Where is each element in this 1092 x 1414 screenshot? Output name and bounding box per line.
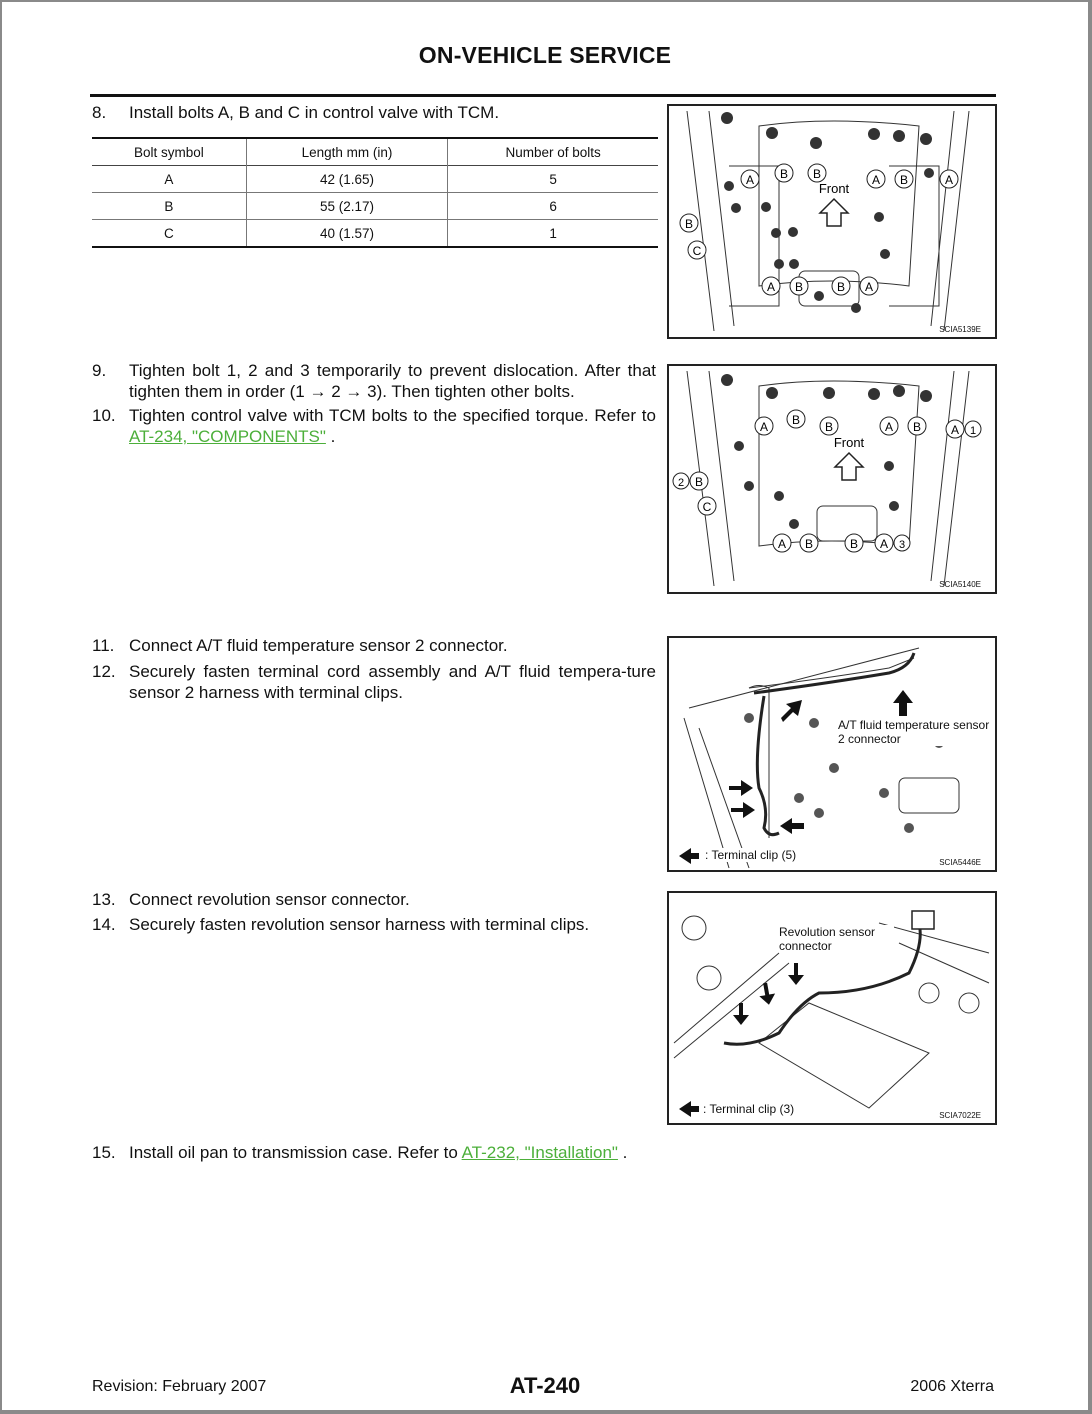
column-header: Number of bolts [448,138,658,166]
length-cell: 55 (2.17) [246,193,447,220]
page-title: ON-VEHICLE SERVICE [418,42,672,68]
step-13 [92,889,658,911]
svg-text:B: B [791,413,801,427]
header-rule [90,94,996,97]
count-cell: 5 [448,166,658,193]
step-8 [92,102,658,124]
step-10 [92,405,658,449]
step-number: 12. [92,662,116,681]
step-number: 15. [92,1143,116,1162]
svg-text:B: B [684,217,694,231]
page-number: AT-240 [509,1373,581,1398]
svg-text:A: A [944,173,954,187]
figure-code: SCIA5139E [939,325,981,334]
step-14 [92,914,658,936]
step-9 [92,360,658,404]
svg-text:A: A [864,280,874,294]
revision-date: Revision: February 2007 [92,1378,267,1395]
figure-fluid-temp-sensor [667,636,997,872]
step-text-part: . [617,1143,628,1162]
svg-text:3: 3 [898,539,906,551]
control-valve-diagram [669,106,995,337]
svg-text:B: B [836,280,846,294]
svg-text:1: 1 [969,425,977,437]
svg-text:B: B [812,167,822,181]
step-11 [92,635,658,657]
bolt-table [92,137,658,248]
step-text [129,1142,789,1163]
length-cell: 42 (1.65) [246,166,447,193]
figure-tightening-order [667,364,997,594]
length-cell: 40 (1.57) [246,220,447,248]
svg-text:B: B [899,173,909,187]
figure-code: SCIA5446E [939,858,981,867]
column-header: Length mm (in) [246,138,447,166]
reference-link-at-232[interactable]: AT-232, "Installation" [461,1143,618,1162]
reference-link-at-234[interactable]: AT-234, "COMPONENTS" [129,427,326,446]
step-number: 13. [92,890,116,909]
figure-code: SCIA5140E [939,580,981,589]
step-number: 10. [92,406,116,425]
svg-text:B: B [804,537,814,551]
step-number: 8. [92,103,107,122]
step-text: Tighten bolt 1, 2 and 3 temporarily to prevent dislocation. After that tighten them in order (1 → 2 → 3). Then tighten other bolts. [129,361,656,401]
figure-revolution-sensor [667,891,997,1125]
manual-page [2,2,1088,1410]
step-12 [92,661,658,705]
column-header: Bolt symbol [133,144,204,160]
tightening-order-diagram [669,366,995,592]
bolt-symbol-cell: B [164,198,174,214]
sensor-callout-label: A/T fluid temperature sensor 2 connector [838,718,995,746]
svg-text:B: B [849,537,859,551]
vehicle-model: 2006 Xterra [910,1378,994,1395]
svg-text:A: A [777,537,787,551]
svg-text:A: A [745,173,755,187]
step-15 [92,1142,792,1164]
figure-control-valve-bolts [667,104,997,339]
step-text: Securely fasten revolution sensor harness with terminal clips. [129,915,590,934]
terminal-clip-legend: : Terminal clip (5) [705,848,797,862]
table-row [92,166,658,193]
table-header-row [92,138,658,166]
svg-text:A: A [950,423,960,437]
count-cell: 6 [448,193,658,220]
svg-text:B: B [794,280,804,294]
bolt-symbol-cell: C [164,225,174,241]
table-row [92,220,658,248]
svg-text:A: A [766,280,776,294]
svg-text:2: 2 [677,477,685,489]
svg-text:C: C [702,500,712,514]
svg-text:A: A [759,420,769,434]
svg-text:A: A [879,537,889,551]
svg-text:B: B [779,167,789,181]
step-number: 11. [92,636,115,655]
sensor-callout-label: Revolution sensor connector [779,925,894,953]
bolt-symbol-cell: A [164,171,174,187]
figure-code: SCIA7022E [939,1111,981,1120]
fluid-temp-sensor-diagram [669,638,995,870]
svg-text:A: A [884,420,894,434]
step-text-part: . [325,427,336,446]
svg-text:Front: Front [833,435,865,450]
svg-text:B: B [694,475,704,489]
step-text [129,405,656,447]
step-text-part: Install oil pan to transmission case. Refer to [129,1143,462,1162]
step-text: Connect A/T fluid temperature sensor 2 connector. [129,636,508,655]
step-text: Install bolts A, B and C in control valve with TCM. [129,103,500,122]
step-number: 14. [92,915,116,934]
svg-text:A: A [871,173,881,187]
svg-text:Front: Front [818,181,850,196]
svg-text:C: C [692,244,702,258]
table-row [92,193,658,220]
step-number: 9. [92,361,107,380]
svg-text:B: B [824,420,834,434]
step-text-part: Tighten control valve with TCM bolts to the specified torque. Refer to [129,406,656,425]
svg-text:B: B [912,420,922,434]
terminal-clip-legend: : Terminal clip (3) [703,1102,795,1116]
step-text: Securely fasten terminal cord assembly and A/T fluid tempera-ture sensor 2 harness with terminal clips. [129,662,656,702]
count-cell: 1 [448,220,658,248]
step-text: Connect revolution sensor connector. [129,890,410,909]
